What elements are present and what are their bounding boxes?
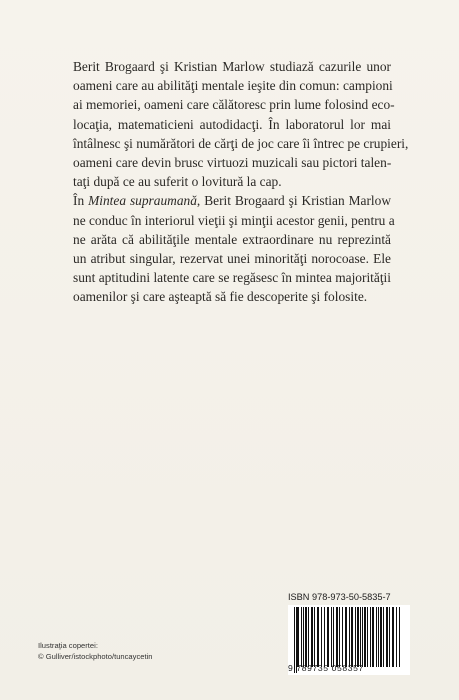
credit-line-1: Ilustraţia copertei: [38,641,98,650]
barcode-bar [314,607,315,667]
barcode-bar [355,607,356,667]
barcode-bar [399,607,400,667]
barcode-bar [357,607,359,667]
barcode-bar [396,607,397,667]
barcode-bar [367,607,368,667]
blurb-line: întâlnesc şi numărători de cărţi de joc care îi întrec pe crupieri, [73,135,409,151]
barcode-bar [345,607,347,667]
barcode-bar [297,607,299,667]
blurb-line: oameni care au abilităţi mentale ieşite din comun: campioni [73,78,393,94]
blurb-line-rest: , Berit Brogaard şi Kristian Marlow [196,193,391,209]
blurb-prefix: În [73,193,89,209]
blurb-line: ai memoriei, oameni care călătoresc prin lume folosind eco- [73,97,395,113]
barcode-bar [349,607,350,667]
barcode-bar [327,607,329,667]
barcode-bar [372,607,374,667]
barcode-bar [370,607,371,667]
isbn-label: ISBN 978-973-50-5835-7 [288,592,391,602]
barcode-bar [333,607,334,667]
barcode-bar [317,607,319,667]
barcode-bar [305,607,307,667]
barcode-bar [362,607,363,667]
blurb-line-with-title [73,191,391,210]
barcode-bar [364,607,366,667]
barcode-bar [376,607,377,667]
blurb-line: un atribut singular, rezervat unei minorităţi norocoase. Ele [73,251,391,267]
barcode-bar [336,607,338,667]
barcode-bar [308,607,309,667]
blurb-line: Berit Brogaard şi Kristian Marlow studiază cazurile unor [73,59,391,74]
barcode-bar [360,607,361,667]
barcode-bar [378,607,379,667]
credit-line-2: © Gulliver/istockphoto/tuncaycetin [38,652,153,661]
cover-illustration-credit [38,640,258,662]
barcode-bar [301,607,302,667]
barcode-bar [389,607,390,667]
blurb-paragraph-1 [73,57,409,191]
book-title: Mintea supraumană [88,193,197,209]
barcode-bar [321,607,322,667]
barcode-bar [351,607,353,667]
barcode-bar [311,607,313,667]
blurb-line: taţi după ce au suferit o lovitură la cap. [73,174,282,190]
blurb-line: oamenilor şi care aşteaptă să fie descoperite şi folosite. [73,289,368,305]
barcode-bar [331,607,332,667]
blurb-line: ne conduc în interiorul vieţii şi minţii acestor genii, pentru a [73,212,395,228]
isbn-block [288,592,408,692]
barcode-bar [324,607,325,667]
barcode-bar [342,607,343,667]
barcode-bar [392,607,394,667]
blurb-line: sunt aptitudini latente care se regăsesc în mintea majorităţii [73,270,391,286]
barcode-bar [339,607,340,667]
barcode-bar [380,607,382,667]
blurb-paragraph-2 [73,191,395,306]
blurb-line: ne arăta că abilităţile mentale extraordinare nu reprezintă [73,231,391,247]
barcode-bar [386,607,388,667]
blurb-text [73,57,409,307]
barcode-bar [303,607,304,667]
barcode-bar [383,607,384,667]
blurb-line: oameni care devin brusc virtuozi muzicali sau pictori talen- [73,155,392,171]
blurb-line: locaţia, matematicieni autodidacţi. În laboratorul lor mai [73,116,391,132]
barcode-digits: 9 789735 058357 [288,663,364,673]
